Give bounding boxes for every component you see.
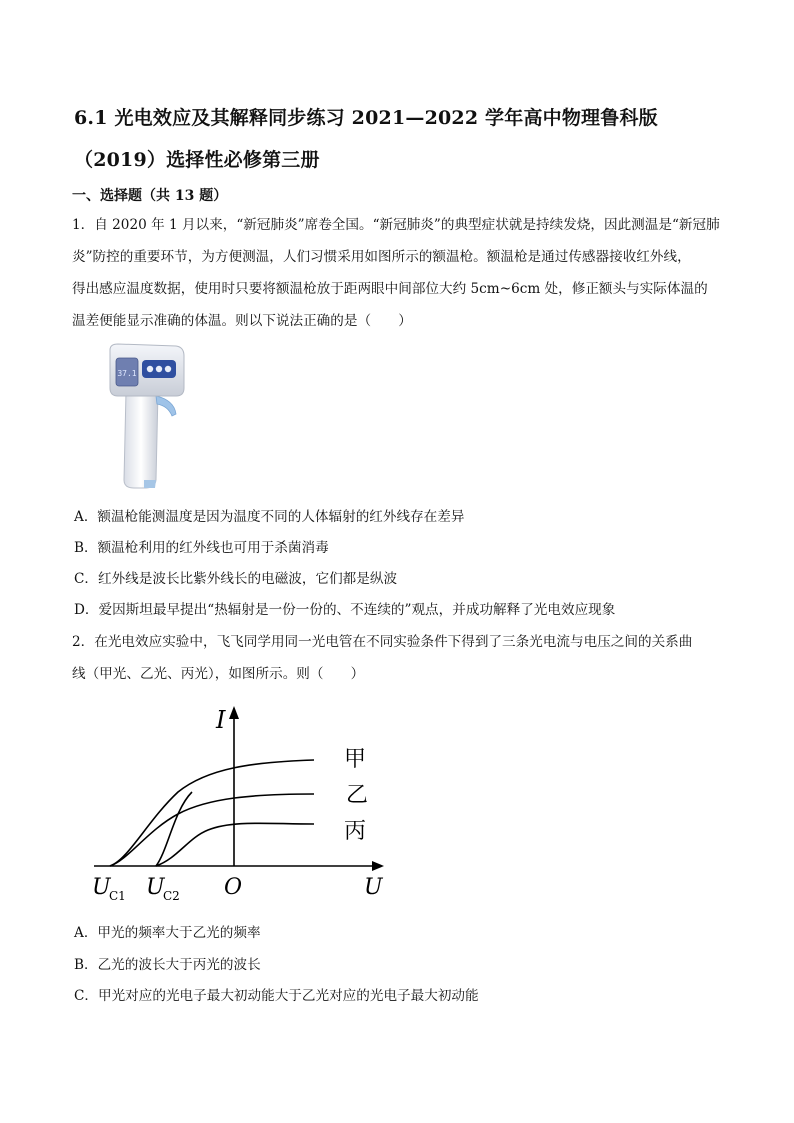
document-title-line-2: （2019）选择性必修第三册 xyxy=(74,149,320,171)
q2-text-line-2: 线（甲光、乙光、丙光），如图所示。则（ ） xyxy=(72,666,365,682)
q1-text-line-3: 得出感应温度数据，使用时只要将额温枪放于距两眼中间部位大约 5cm~6cm 处，修正额头与实际体温的 xyxy=(72,281,708,297)
q2-text-line-1: 2．在光电效应实验中，飞飞同学用同一光电管在不同实验条件下得到了三条光电流与电压之间的关系曲 xyxy=(72,634,693,650)
uc1-label: U xyxy=(92,875,111,900)
thermometer-gun-image xyxy=(100,340,200,490)
curve-bing xyxy=(156,823,314,866)
curve-label-bing: 丙 xyxy=(344,819,367,844)
y-axis-arrow-icon xyxy=(229,706,239,719)
document-title-line-1: 6.1 光电效应及其解释同步练习 2021—2022 学年高中物理鲁科版 xyxy=(74,107,658,129)
q1-text-line-1: 1．自 2020 年 1 月以来，“新冠肺炎”席卷全国。“新冠肺炎”的典型症状就是持续发烧，因此测温是“新冠肺 xyxy=(72,217,720,233)
curve-label-yi: 乙 xyxy=(346,783,369,808)
q2-option-b: B．乙光的波长大于丙光的波长 xyxy=(74,957,261,973)
curve-yi xyxy=(110,794,314,866)
q1-text-line-4: 温差便能显示准确的体温。则以下说法正确的是（ ） xyxy=(72,313,412,329)
q2-option-c: C．甲光对应的光电子最大初动能大于乙光对应的光电子最大初动能 xyxy=(74,988,479,1004)
curve-jia xyxy=(110,760,314,866)
section-heading: 一、选择题（共 13 题） xyxy=(72,188,228,204)
axis-label-i: I xyxy=(216,706,226,734)
uc2-subscript: C2 xyxy=(163,889,180,903)
q1-option-d: D．爱因斯坦最早提出“热辐射是一份一份的、不连续的”观点，并成功解释了光电效应现象 xyxy=(74,602,616,618)
x-axis-arrow-icon xyxy=(372,861,384,871)
q1-text-line-2: 炎”防控的重要环节，为方便测温，人们习惯采用如图所示的额温枪。额温枪是通过传感器接收红外线， xyxy=(72,249,691,265)
q1-option-c: C．红外线是波长比紫外线长的电磁波，它们都是纵波 xyxy=(74,571,398,587)
origin-label: O xyxy=(224,875,243,900)
svg-text:37.1: 37.1 xyxy=(117,369,137,378)
q2-option-a: A．甲光的频率大于乙光的频率 xyxy=(74,925,261,941)
uc2-label: U xyxy=(146,875,165,900)
q1-option-a: A．额温枪能测温度是因为温度不同的人体辐射的红外线存在差异 xyxy=(74,509,465,525)
axis-label-u: U xyxy=(364,875,383,900)
q1-option-b: B．额温枪利用的红外线也可用于杀菌消毒 xyxy=(74,540,329,556)
photocurrent-voltage-graph xyxy=(88,700,388,910)
curve-label-jia: 甲 xyxy=(344,747,367,772)
uc1-subscript: C1 xyxy=(109,889,126,903)
